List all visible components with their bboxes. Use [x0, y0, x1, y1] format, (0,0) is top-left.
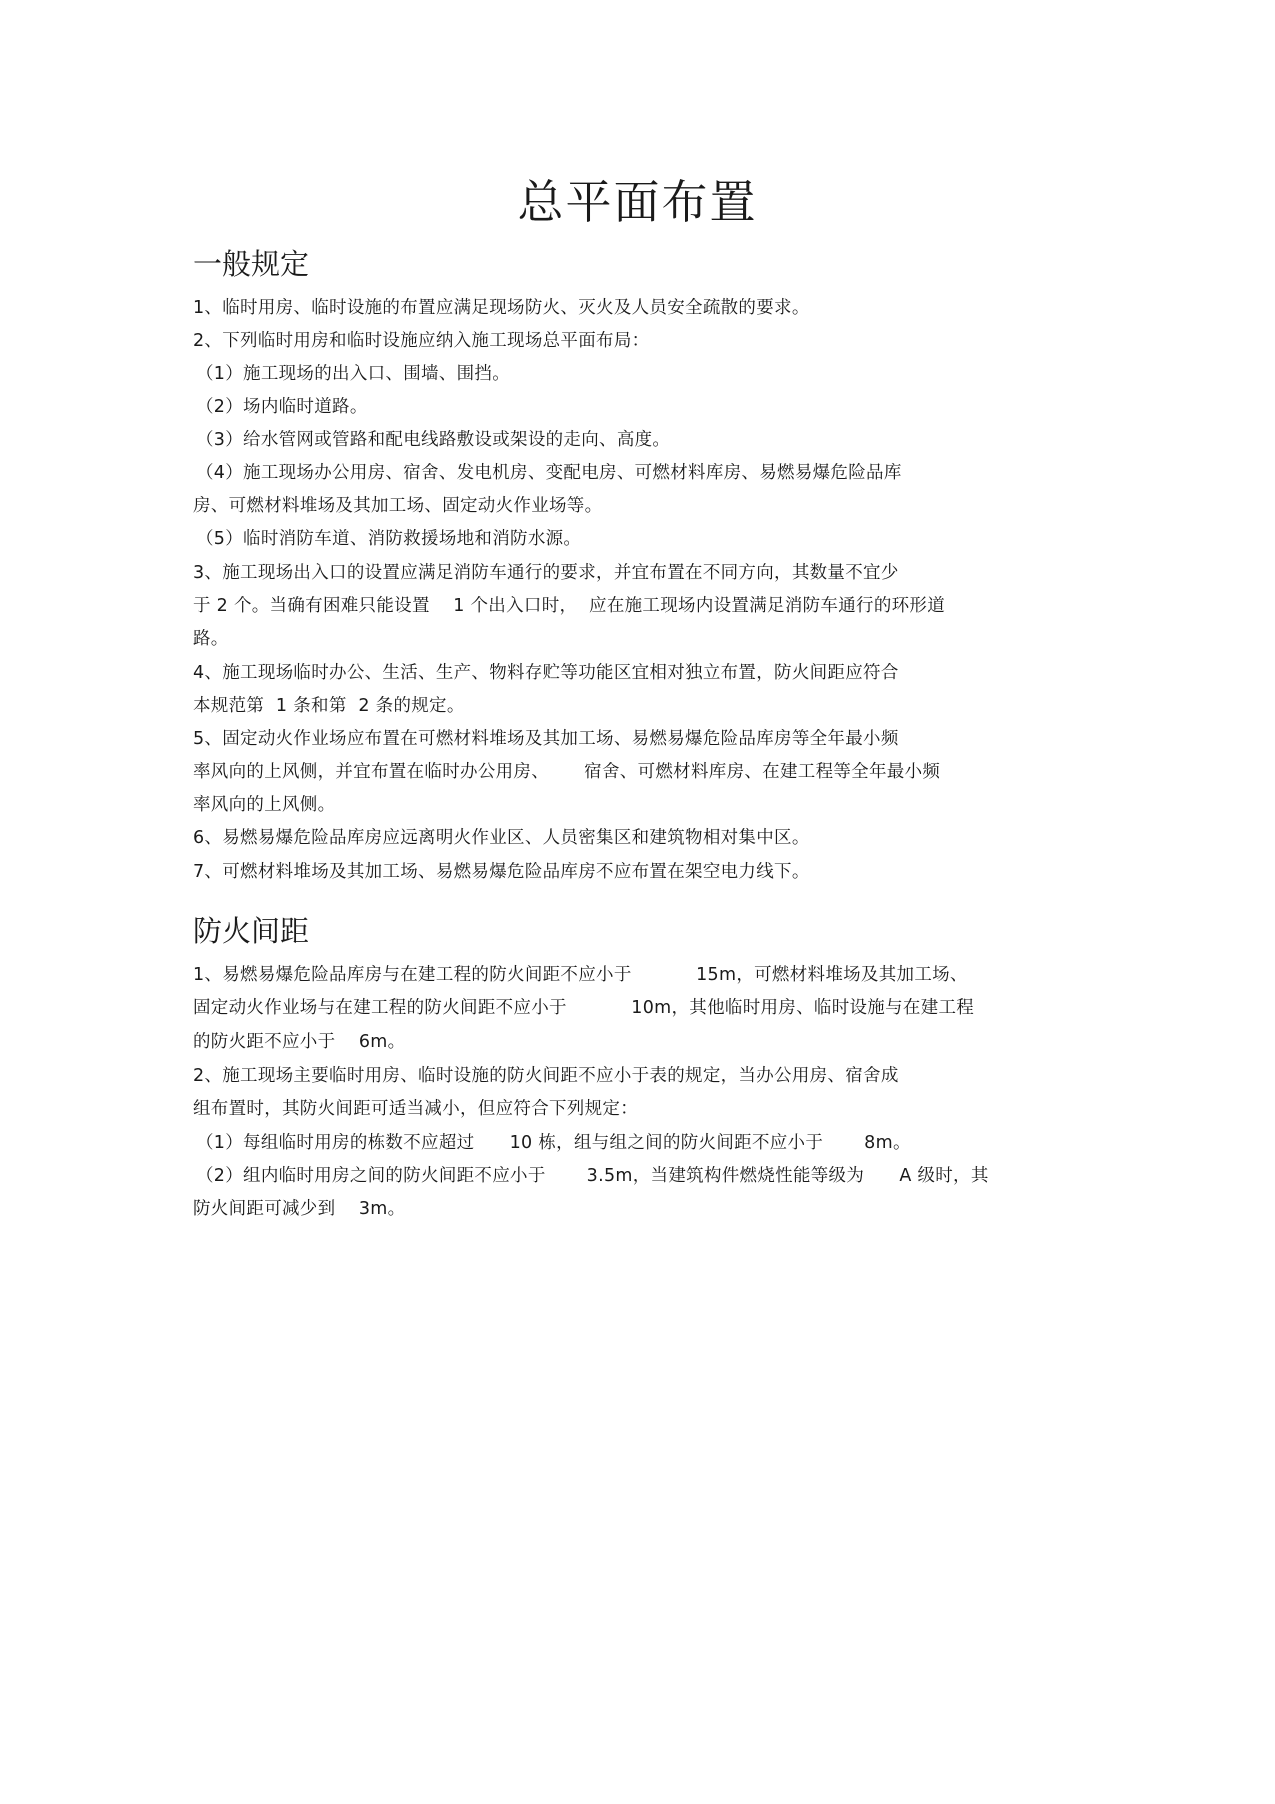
- paragraph-line: （2）组内临时用房之间的防火间距不应小于 3.5m，当建筑构件燃烧性能等级为 A 级时，其: [196, 1166, 989, 1186]
- paragraph-line: （1）每组临时用房的栋数不应超过 10 栋，组与组之间的防火间距不应小于 8m。: [196, 1133, 911, 1153]
- paragraph-line: 的防火距不应小于 6m。: [193, 1032, 406, 1052]
- paragraph-line: 1、易燃易爆危险品库房与在建工程的防火间距不应小于 15m，可燃材料堆场及其加工场、: [193, 965, 968, 985]
- section-heading-general: 一般规定: [193, 247, 310, 281]
- paragraph-line: 2、施工现场主要临时用房、临时设施的防火间距不应小于表的规定，当办公用房、宿舍成: [193, 1066, 899, 1086]
- page-title: 总平面布置: [517, 175, 758, 229]
- paragraph-line: （2）场内临时道路。: [196, 397, 368, 417]
- paragraph-line: 4、施工现场临时办公、生活、生产、物料存贮等功能区宜相对独立布置，防火间距应符合: [193, 663, 899, 683]
- paragraph-line: 防火间距可减少到 3m。: [193, 1199, 406, 1219]
- paragraph-line: 率风向的上风侧，并宜布置在临时办公用房、 宿舍、可燃材料库房、在建工程等全年最小频: [193, 762, 941, 782]
- paragraph-line: 6、易燃易爆危险品库房应远离明火作业区、人员密集区和建筑物相对集中区。: [193, 828, 810, 848]
- paragraph-line: 3、施工现场出入口的设置应满足消防车通行的要求，并宜布置在不同方向，其数量不宜少: [193, 563, 899, 583]
- paragraph-line: 组布置时，其防火间距可适当减小，但应符合下列规定：: [193, 1099, 638, 1119]
- paragraph-line: 固定动火作业场与在建工程的防火间距不应小于 10m，其他临时用房、临时设施与在建工程: [193, 998, 975, 1018]
- paragraph-line: 5、固定动火作业场应布置在可燃材料堆场及其加工场、易燃易爆危险品库房等全年最小频: [193, 729, 899, 749]
- paragraph-line: 路。: [193, 629, 229, 649]
- paragraph-line: 7、可燃材料堆场及其加工场、易燃易爆危险品库房不应布置在架空电力线下。: [193, 862, 810, 882]
- paragraph-line: 本规范第 1 条和第 2 条的规定。: [193, 696, 465, 716]
- paragraph-line: 于 2 个。当确有困难只能设置 1 个出入口时， 应在施工现场内设置满足消防车通行的环形道: [193, 596, 946, 616]
- paragraph-line: （3）给水管网或管路和配电线路敷设或架设的走向、高度。: [196, 430, 671, 450]
- paragraph-line: 1、临时用房、临时设施的布置应满足现场防火、灭火及人员安全疏散的要求。: [193, 298, 810, 318]
- paragraph-line: （1）施工现场的出入口、围墙、围挡。: [196, 364, 511, 384]
- paragraph-line: 房、可燃材料堆场及其加工场、固定动火作业场等。: [193, 496, 603, 516]
- paragraph-line: 率风向的上风侧。: [193, 795, 336, 815]
- section-heading-fire-spacing: 防火间距: [193, 914, 310, 948]
- paragraph-line: （4）施工现场办公用房、宿舍、发电机房、变配电房、可燃材料库房、易燃易爆危险品库: [196, 463, 902, 483]
- paragraph-line: 2、下列临时用房和临时设施应纳入施工现场总平面布局：: [193, 331, 650, 351]
- paragraph-line: （5）临时消防车道、消防救援场地和消防水源。: [196, 529, 582, 549]
